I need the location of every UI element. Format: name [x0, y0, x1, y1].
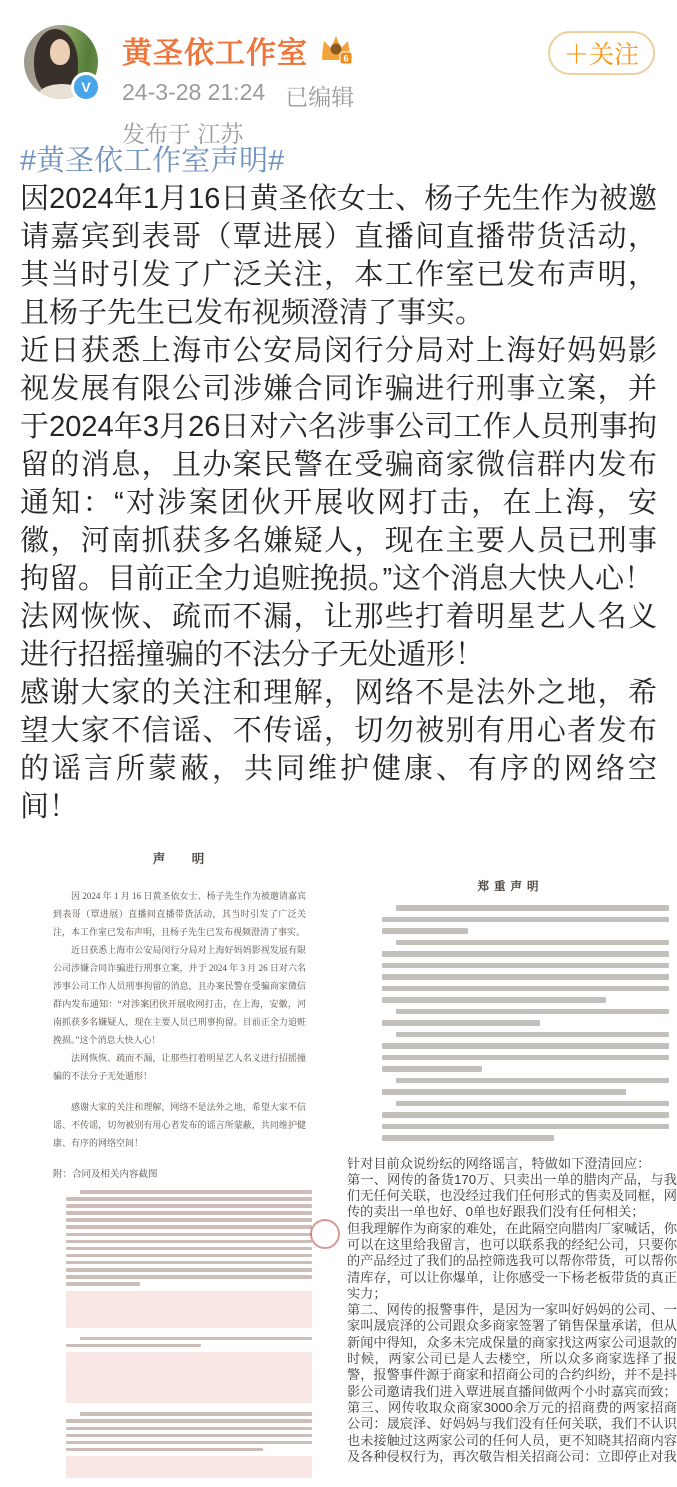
post-location: 发布于 江苏 — [122, 121, 244, 147]
author-name[interactable]: 黄圣依工作室 — [122, 37, 308, 70]
vip-crown-icon — [317, 33, 355, 67]
hashtag-link[interactable]: #黄圣依工作室声明# — [20, 145, 285, 177]
post-content — [0, 126, 677, 826]
appendix-label: 附：合同及相关内容截图 — [53, 1170, 158, 1180]
post-header — [0, 0, 677, 147]
verified-v-icon: V — [71, 72, 101, 102]
post-paragraph: 感谢大家的关注和理解，网络不是法外之地，希望大家不信谣、不传谣，切勿被别有用心者发布的谣言所蒙蔽，共同维护健康、有序的网络空间！ — [20, 677, 657, 823]
avatar-face — [50, 39, 70, 65]
statement-doc-body — [53, 887, 306, 1152]
post-time: 24-3-28 21:24 — [122, 79, 266, 105]
doc-paragraph: 感谢大家的关注和理解，网络不是法外之地，希望大家不信谣、不传谣，切勿被别有用心者发布的谣言所蒙蔽，共同维护健康、有序的网络空间！ — [53, 1102, 306, 1148]
clarification-paragraph: 第三、网传收取众商家3000余万元的招商费的两家招商公司：晟宸泽、好妈妈与我们没有任何关联，我们不认识也未接触过这两家公司的任何人员，更不知晓其招商内容及各种侵权行为，再次敬告相关招商公司：立即停止对我 — [347, 1399, 677, 1464]
solemn-statement-body — [382, 905, 669, 1141]
vip-level-number: 6 — [343, 53, 349, 65]
post-paragraph: 因2024年1月16日黄圣依女士、杨子先生作为被邀请嘉宾到表哥（覃进展）直播间直播带货活动，其当时引发了广泛关注，本工作室已发布声明，且杨子先生已发布视频澄清了事实。 — [20, 183, 657, 329]
clarification-paragraph: 针对目前众说纷纭的网络谣言，特做如下澄清回应： — [347, 1155, 651, 1171]
edited-badge: 已编辑 — [285, 84, 355, 110]
follow-button[interactable]: ＋关注 — [548, 31, 655, 75]
doc-paragraph: 因 2024 年 1 月 16 日黄圣依女士、杨子先生作为被邀请嘉宾到表哥（覃进展）直播间直播带货活动，其当时引发了广泛关注，本工作室已发布声明，且杨子先生已发布视频澄清了事实。 — [53, 891, 306, 937]
red-stamp-icon — [310, 1219, 340, 1249]
clarification-paragraph: 但我理解作为商家的难处，在此隔空向腊肉厂家喊话，你可以在这里给我留言，也可以联系我的经纪公司，只要你的产品经过了我们的品控筛选我可以帮你带货，可以帮你清库存，可以让你爆单，让你感受一下杨老板带货的真正实力； — [347, 1220, 677, 1301]
attachment-image-solemn-statement[interactable] — [344, 836, 677, 1465]
attachment-image-statement[interactable] — [26, 836, 338, 1487]
statement-doc-title: 声 明 — [152, 852, 212, 866]
doc-paragraph: 法网恢恢、疏而不漏，让那些打着明星艺人名义进行招摇撞骗的不法分子无处遁形！ — [53, 1053, 306, 1081]
clarification-paragraph: 第二、网传的报警事件，是因为一家叫好妈妈的公司、一家叫晟宸泽的公司跟众多商家签署了销售保量承诺，但从新闻中得知，众多未完成保量的商家找这两家公司退款的时候，两家公司已是人去楼空，所以众多商家选择了报警，报警事件源于商家和招商公司的合约纠纷，并不是抖影公司邀请我们进入覃进展直播间做两个小时嘉宾而致； — [347, 1302, 677, 1399]
clarification-paragraph: 第一、网传的备货170万、只卖出一单的腊肉产品，与我们无任何关联，也没经过我们任何形式的售卖及同框，网传的卖出一单也好、0单也好跟我们没有任何相关； — [347, 1171, 677, 1220]
post-paragraph: 近日获悉上海市公安局闵行分局对上海好妈妈影视发展有限公司涉嫌合同诈骗进行刑事立案，并于2024年3月26日对六名涉事公司工作人员刑事拘留的消息，且办案民警在受骗商家微信群内发布通知：“对涉案团伙开展收网打击，在上海，安徽，河南抓获多名嫌疑人，现在主要人员已刑事拘留。目前正全力追赃挽损。”这个消息大快人心！ — [20, 335, 657, 595]
contract-screenshot — [66, 1190, 312, 1478]
post-meta-time-row — [122, 79, 655, 112]
avatar[interactable] — [24, 25, 98, 99]
attached-images — [0, 836, 677, 1487]
post-paragraph: 法网恢恢、疏而不漏，让那些打着明星艺人名义进行招摇撞骗的不法分子无处遁形！ — [20, 601, 657, 671]
solemn-statement-title: 郑重声明 — [477, 881, 544, 893]
doc-paragraph: 近日获悉上海市公安局闵行分局对上海好妈妈影视发展有限公司涉嫌合同诈骗进行刑事立案，并于 2024 年 3 月 26 日对六名涉事公司工作人员刑事拘留的消息，且办案民警在受骗商家微信群内发布通知：“对涉案团伙开展收网打击，在上海，安徽，河南抓获多名嫌疑人，现在主要人员已刑事拘留。目前正全力追赃挽损。”这个消息大快人心！ — [53, 945, 306, 1045]
clarification-text — [344, 1156, 677, 1466]
